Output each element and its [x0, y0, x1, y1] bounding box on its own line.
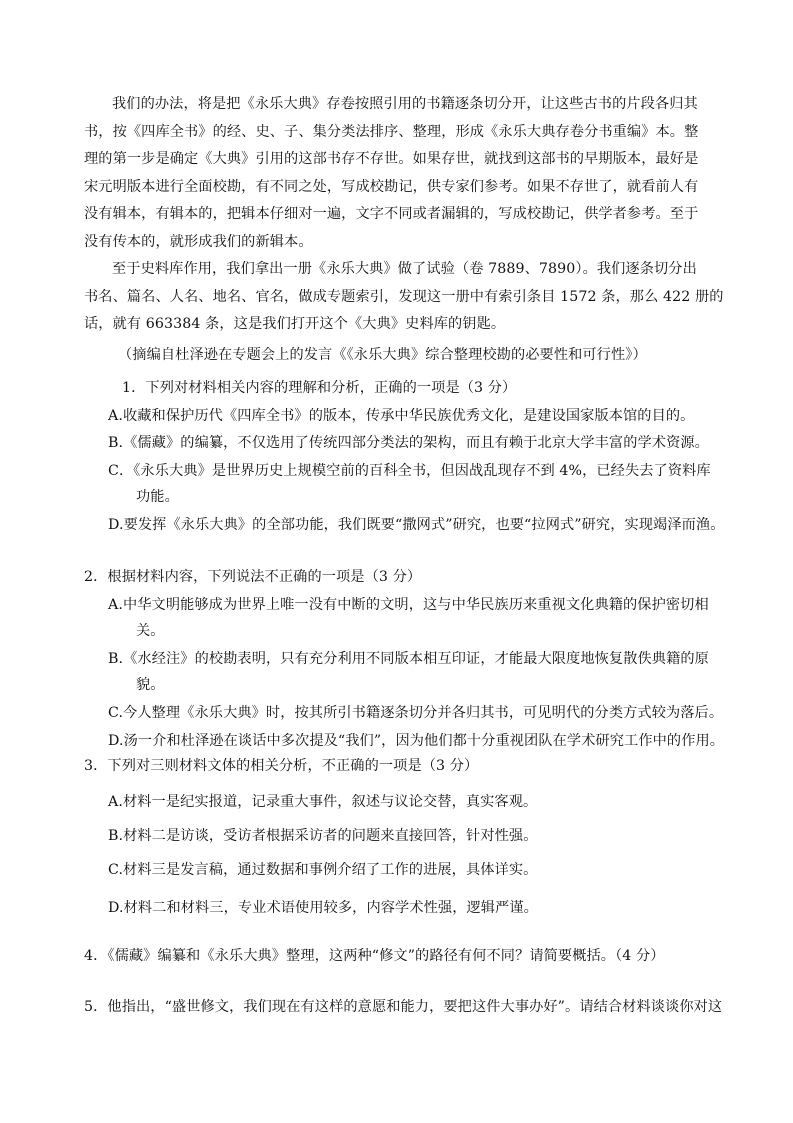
- q3-option-d: D.材料二和材料三，专业术语使用较多，内容学术性强，逻辑严谨。: [108, 900, 538, 916]
- q1-option-c-line-2: 功能。: [136, 489, 179, 505]
- q1-option-b: B.《儒藏》的编纂，不仅选用了传统四部分类法的架构，而且有赖于北京大学丰富的学术资源。: [108, 435, 709, 451]
- passage-p1-line-5: 没有辑本，有辑本的，把辑本仔细对一遍，文字不同或者漏辑的，写成校勘记，供学者参考。至于: [84, 206, 699, 222]
- passage-source: （摘编自杜泽逊在专题会上的发言《《永乐大典》综合整理校勘的必要性和可行性》）: [118, 347, 647, 363]
- passage-p2-line-3: 话，就有 663384 条，这是我们打开这个《大典》史料库的钥匙。: [84, 316, 506, 332]
- passage-p1-line-4: 宋元明版本进行全面校勘，有不同之处，写成校勘记，供专家们参考。如果不存世了，就看前人有: [84, 179, 699, 195]
- q3-option-c: C.材料三是发言稿，通过数据和事例介绍了工作的进展，具体详实。: [108, 862, 538, 878]
- q2-option-a-line-1: A.中华文明能够成为世界上唯一没有中断的文明，这与中华民族历来重视文化典籍的保护密切相: [108, 597, 709, 613]
- passage-p1-line-6: 没有传本的，就形成我们的新辑本。: [84, 234, 313, 250]
- q1-stem: 1．下列对材料相关内容的理解和分析，正确的一项是（3 分）: [122, 380, 517, 396]
- q3-option-a: A.材料一是纪实报道，记录重大事件，叙述与议论交替，真实客观。: [108, 794, 538, 810]
- q2-stem: 2．根据材料内容，下列说法不正确的一项是（3 分）: [84, 569, 422, 585]
- q2-option-d: D.汤一介和杜泽逊在谈话中多次提及“我们”，因为他们都十分重视团队在学术研究工作中的作用。: [108, 733, 725, 749]
- q1-option-c-line-1: C．《永乐大典》是世界历史上规模空前的百科全书，但因战乱现存不到 4%，已经失去了资料库: [108, 463, 711, 479]
- q5-stem: 5．他指出，“盛世修文，我们现在有这样的意愿和能力，要把这件大事办好”。请结合材料谈谈你对这: [84, 999, 723, 1015]
- passage-p2-line-2: 书名、篇名、人名、地名、官名，做成专题索引，发现这一册中有索引条目 1572 条，那么 422 册的: [84, 289, 724, 305]
- q2-option-a-line-2: 关。: [136, 623, 165, 639]
- passage-p2-line-1: 至于史料库作用，我们拿出一册《永乐大典》做了试验（卷 7889、7890）。我们逐条切分出: [112, 261, 697, 277]
- q1-option-a: A.收藏和保护历代《四库全书》的版本，传承中华民族优秀文化，是建设国家版本馆的目的。: [108, 408, 695, 424]
- q4-stem: 4．《儒藏》编纂和《永乐大典》整理，这两种“修文”的路径有何不同？请简要概括。（4 分）: [84, 948, 665, 964]
- q2-option-b-line-2: 貌。: [136, 677, 165, 693]
- q1-option-d: D.要发挥《永乐大典》的全部功能，我们既要“撒网式”研究，也要“拉网式”研究，实现竭泽而渔。: [108, 517, 725, 533]
- q3-stem: 3．下列对三则材料文体的相关分析，不正确的一项是（3 分）: [84, 758, 479, 774]
- passage-p1-line-3: 理的第一步是确定《大典》引用的这部书存不存世。如果存世，就找到这部书的早期版本，最好是: [84, 151, 699, 167]
- q3-option-b: B.材料二是访谈，受访者根据采访者的问题来直接回答，针对性强。: [108, 828, 538, 844]
- passage-p1-line-1: 我们的办法，将是把《永乐大典》存卷按照引用的书籍逐条切分开，让这些古书的片段各归其: [112, 96, 698, 112]
- q2-option-c: C.今人整理《永乐大典》时，按其所引书籍逐条切分并各归其书，可见明代的分类方式较为落后。: [108, 705, 724, 721]
- passage-p1-line-2: 书，按《四库全书》的经、史、子、集分类法排序、整理，形成《永乐大典存卷分书重编》本。整: [84, 124, 699, 140]
- q2-option-b-line-1: B.《水经注》的校勘表明，只有充分利用不同版本相互印证，才能最大限度地恢复散佚典籍的原: [108, 651, 709, 667]
